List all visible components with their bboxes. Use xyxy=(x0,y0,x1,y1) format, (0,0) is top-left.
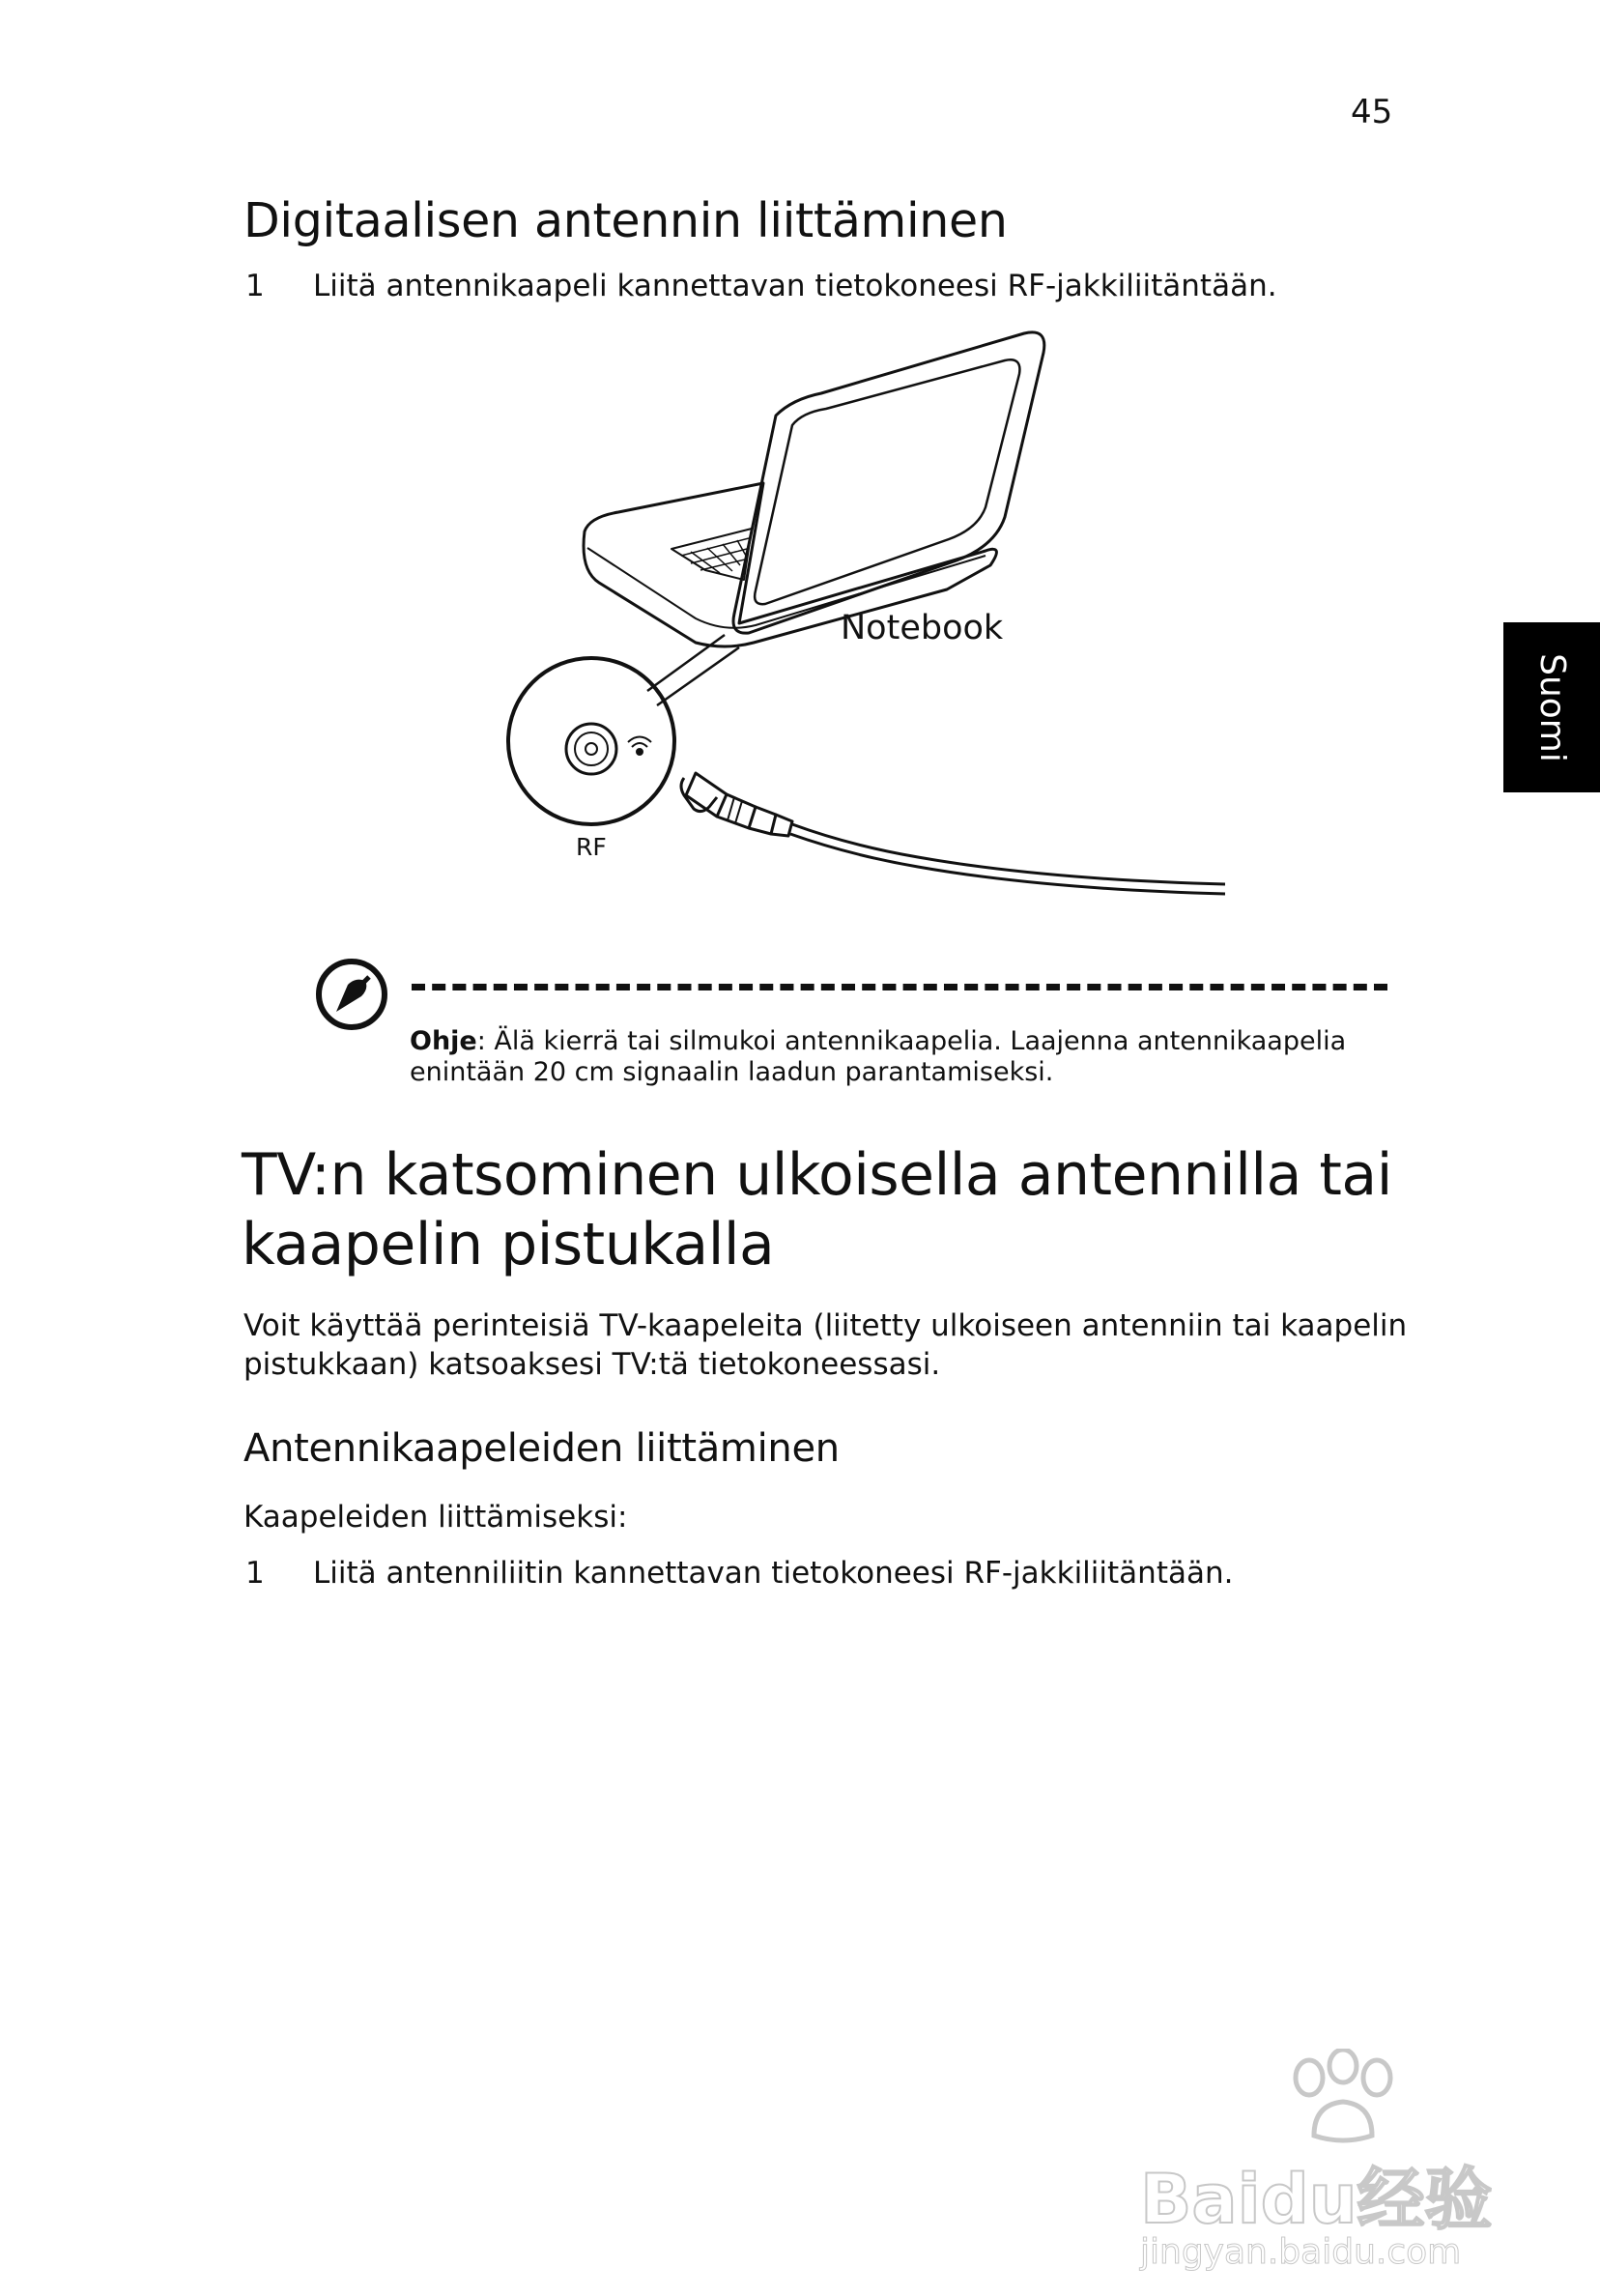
watermark-url: jingyan.baidu.com xyxy=(1140,2232,1462,2272)
paw-logo-icon xyxy=(1275,2049,1411,2155)
step-number: 1 xyxy=(245,1556,265,1591)
watermark-brand-suffix: 经验 xyxy=(1357,2160,1493,2239)
notebook-rf-figure xyxy=(502,324,1237,904)
section-heading-antenna-cables: Antennikaapeleiden liittäminen xyxy=(243,1426,840,1471)
section-heading-digital-antenna: Digitaalisen antennin liittäminen xyxy=(243,193,1008,248)
note-text xyxy=(410,1026,1386,1088)
step-text: Liitä antenniliitin kannettavan tietokoneesi RF-jakkiliitäntään. xyxy=(313,1556,1234,1591)
note-icon xyxy=(313,956,390,1033)
note-label: Ohje xyxy=(410,1026,477,1056)
pen-note-icon xyxy=(313,956,390,1033)
page-number: 45 xyxy=(1351,93,1393,131)
step-number: 1 xyxy=(245,269,265,303)
rf-label: RF xyxy=(576,833,607,861)
note-line-2: enintään 20 cm signaalin laadun parantamiseksi. xyxy=(410,1057,1054,1087)
section-paragraph xyxy=(243,1306,1451,1384)
note-divider xyxy=(412,984,1387,990)
step-text: Liitä antennikaapeli kannettavan tietokoneesi RF-jakkiliitäntään. xyxy=(313,269,1277,303)
heading-line-1: TV:n katsominen ulkoisella antennilla tai xyxy=(242,1141,1392,1209)
watermark-brand: Baidu xyxy=(1140,2160,1357,2239)
paragraph-line-1: Voit käyttää perinteisiä TV-kaapeleita (liitetty ulkoiseen antenniin tai kaapelin xyxy=(243,1308,1408,1343)
heading-line-2: kaapelin pistukalla xyxy=(242,1211,775,1278)
notebook-label: Notebook xyxy=(841,609,1004,647)
baidu-watermark xyxy=(1140,2049,1527,2281)
section-heading-external-antenna xyxy=(242,1140,1449,1279)
language-tab-label: Suomi xyxy=(1531,652,1572,762)
language-tab xyxy=(1503,622,1600,792)
intro-text: Kaapeleiden liittämiseksi: xyxy=(243,1500,628,1535)
paragraph-line-2: pistukkaan) katsoaksesi TV:tä tietokoneessasi. xyxy=(243,1347,941,1382)
note-line-1: : Älä kierrä tai silmukoi antennikaapelia. Laajenna antennikaapelia xyxy=(476,1026,1347,1056)
